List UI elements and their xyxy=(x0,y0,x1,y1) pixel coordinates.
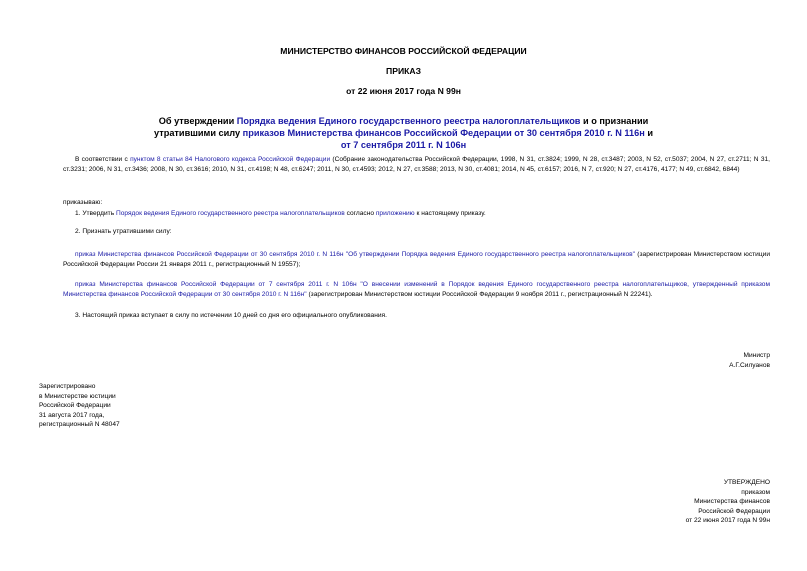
item-1-prefix: 1. Утвердить xyxy=(75,210,116,217)
repeal-1-text: (зарегистрирован Министерством юстиции Российской Федерации России 21 января 2011 г., регистрационный N 19557); xyxy=(63,251,771,268)
item-1-middle: согласно xyxy=(344,210,376,217)
repeal-2-order-link[interactable]: приказ Министерства финансов Российской Федерации от 7 сентября 2011 г. N 106н "О внесении изменений в Порядок ведения Единого государственного реестра налогоплательщиков, утвержденный приказом Министерства финансов Российской Федерации от 30 сентября 2010 г. N 116н" xyxy=(63,281,770,298)
title-link-order-106n[interactable]: от 7 сентября 2011 г. N 106н xyxy=(340,140,467,150)
item-1-procedure-link[interactable]: Порядок ведения Единого государственного реестра налогоплательщиков xyxy=(115,210,345,217)
ministry-heading: МИНИСТЕРСТВО ФИНАНСОВ РОССИЙСКОЙ ФЕДЕРАЦИИ xyxy=(280,46,527,56)
repeal-1-paragraph xyxy=(63,250,770,269)
title-text-3: и xyxy=(644,128,653,138)
approval-line-4: Российской Федерации xyxy=(698,507,770,515)
item-1-suffix: к настоящему приказу. xyxy=(414,210,486,217)
registration-line-3: Российской Федерации xyxy=(39,402,111,410)
approval-line-3: Министерства финансов xyxy=(694,498,770,506)
approval-line-2: приказом xyxy=(741,488,770,496)
item-2-paragraph: 2. Признать утратившими силу: xyxy=(75,228,172,235)
registration-line-2: в Министерстве юстиции xyxy=(39,392,116,400)
item-1-appendix-link[interactable]: приложению xyxy=(375,210,415,217)
item-1-paragraph xyxy=(75,209,770,219)
signature-position: Министр xyxy=(743,352,770,359)
title-link-procedure[interactable]: Порядка ведения Единого государственного реестра налогоплательщиков xyxy=(236,116,581,126)
preamble-text: (Собрание законодательства Российской Федерации, 1998, N 31, ст.3824; 1999, N 28, ст.3487; 2003, N 52, ст.5037; 2004, N 27, ст.2711; N 31, ст.3231; 2006, N 31, ст.3436; 2008, N 30, ст.3616; 2010, N 31, ст.4198; N 48, ст.6247; 2011, N 30, ст.4593; 2012, N 27, ст.3588; 2013, N 30, ст.4081; 2014, N 45, ст.6157; 2016, N 7, ст.920; N 27, ст.4176, 4177; N 49, ст.6842, 6844) xyxy=(63,156,770,173)
approval-line-5: от 22 июня 2017 года N 99н xyxy=(685,517,770,525)
registration-line-1: Зарегистрировано xyxy=(39,383,96,390)
order-word: приказываю: xyxy=(63,199,103,206)
repeal-1-order-link[interactable]: приказ Министерства финансов Российской Федерации от 30 сентября 2010 г. N 116н "Об утверждении Порядка ведения Единого государственного реестра налогоплательщиков" xyxy=(75,251,636,258)
registration-block xyxy=(39,382,120,430)
signature-name: А.Г.Силуанов xyxy=(729,361,770,369)
preamble-paragraph xyxy=(63,155,770,174)
registration-line-5: регистрационный N 48047 xyxy=(39,421,120,429)
repeal-2-paragraph xyxy=(63,280,770,299)
registration-line-4: 31 августа 2017 года, xyxy=(39,411,105,419)
title-text-1: Об утверждении xyxy=(158,116,237,126)
repeal-2-text: (зарегистрирован Министерством юстиции Российской Федерации 9 ноября 2011 г., регистрационный N 22241). xyxy=(306,290,653,298)
approval-line-1: УТВЕРЖДЕНО xyxy=(723,479,770,486)
doc-date-number: от 22 июня 2017 года N 99н xyxy=(346,86,461,96)
title-link-order-116n[interactable]: приказов Министерства финансов Российской Федерации от 30 сентября 2010 г. N 116н xyxy=(242,128,645,138)
title-text-2: и о признании утратившими силу xyxy=(153,116,649,138)
signature-block xyxy=(729,351,770,370)
document-title xyxy=(150,115,657,151)
item-3-paragraph: 3. Настоящий приказ вступает в силу по истечении 10 дней со дня его официального опубликования. xyxy=(75,312,387,319)
doc-type-heading: ПРИКАЗ xyxy=(386,66,421,76)
approval-block xyxy=(686,478,770,526)
preamble-prefix: В соответствии с xyxy=(75,156,131,163)
preamble-tax-code-link[interactable]: пунктом 8 статьи 84 Налогового кодекса Российской Федерации xyxy=(130,156,331,163)
